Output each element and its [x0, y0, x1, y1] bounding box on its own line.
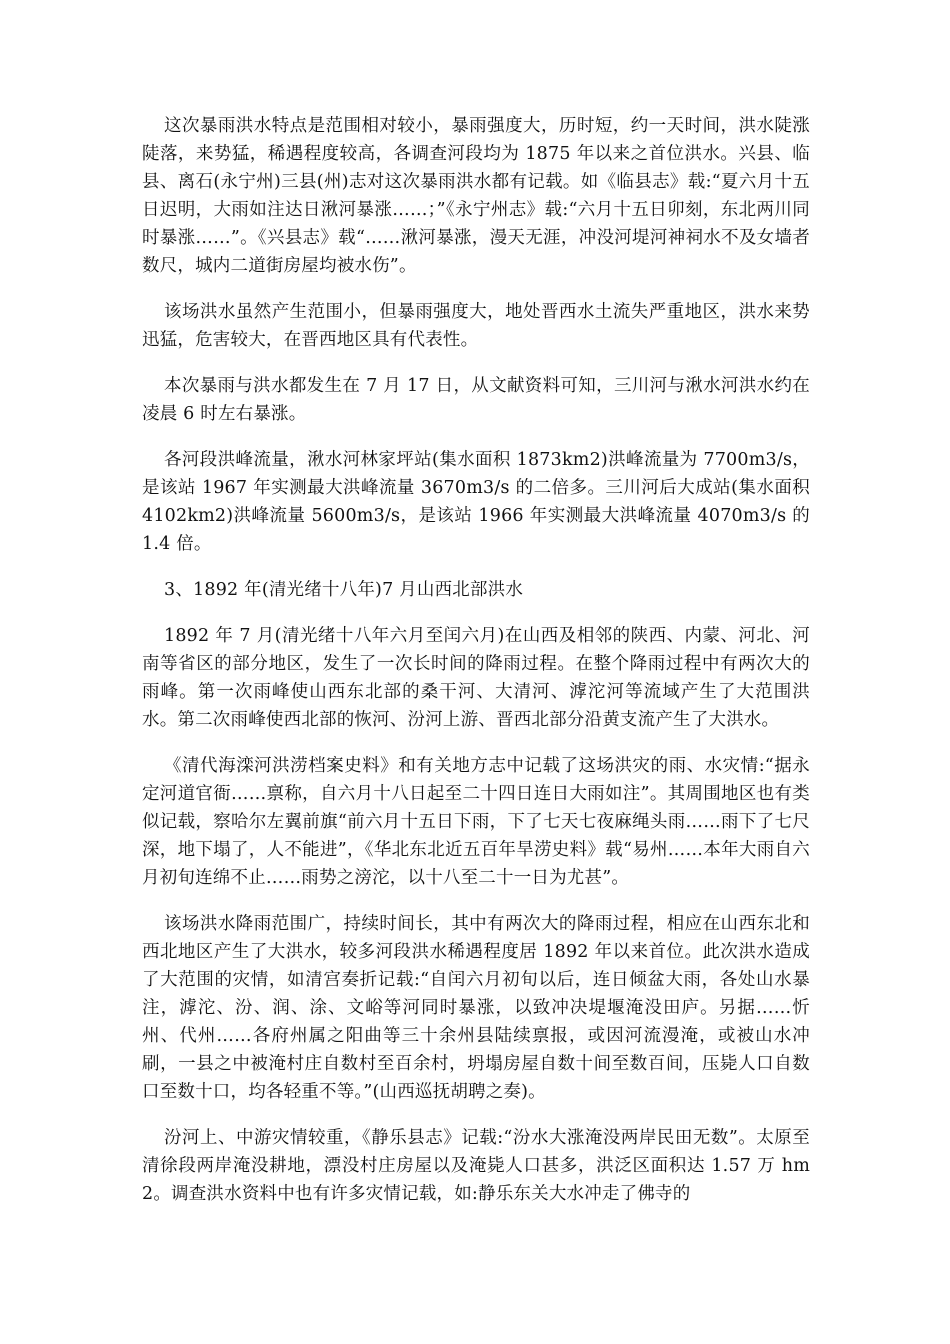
paragraph-1: 这次暴雨洪水特点是范围相对较小，暴雨强度大，历时短，约一天时间，洪水陡涨陡落，来势猛，稀遇程度较高，各调查河段均为 1875 年以来之首位洪水。兴县、临县、离石(永宁州)三县(州)志对这次暴雨洪水都有记载。如《临县志》载:“夏六月十五日迟明，大雨如注达日湫河暴涨……；”《永宁州志》载:“六月十五日卯刻，东北两川同时暴涨……”。《兴县志》载“……湫河暴涨，漫天无涯，冲没河堤河神祠水不及女墙者数尺，城内二道街房屋均被水伤”。 — [142, 116, 810, 276]
paragraph-8: 汾河上、中游灾情较重，《静乐县志》记载:“汾水大涨淹没两岸民田无数”。太原至清徐段两岸淹没耕地，漂没村庄房屋以及淹毙人口甚多，洪泛区面积达 1.57 万 hm2。调查洪水资料中也有许多灾情记载，如:静乐东关大水冲走了佛寺的 — [142, 1128, 810, 1204]
paragraph-5: 1892 年 7 月(清光绪十八年六月至闰六月)在山西及相邻的陕西、内蒙、河北、河南等省区的部分地区，发生了一次长时间的降雨过程。在整个降雨过程中有两次大的雨峰。第一次雨峰使山西东北部的桑干河、大清河、滹沱河等流域产生了大范围洪水。第二次雨峰使西北部的恢河、汾河上游、晋西北部分沿黄支流产生了大洪水。 — [142, 626, 810, 730]
document-body — [142, 112, 810, 1226]
paragraph-6: 《清代海滦河洪涝档案史料》和有关地方志中记载了这场洪灾的雨、水灾情:“据永定河道官衙……禀称，自六月十八日起至二十四日连日大雨如注”。其周围地区也有类似记载，察哈尔左翼前旗“前六月十五日下雨，下了七天七夜麻绳头雨……雨下了七尺深，地下塌了，人不能进”，《华北东北近五百年旱涝史料》载“易州……本年大雨自六月初旬连绵不止……雨势之滂沱，以十八至二十一日为尤甚”。 — [142, 756, 810, 888]
paragraph-3: 本次暴雨与洪水都发生在 7 月 17 日，从文献资料可知，三川河与湫水河洪水约在凌晨 6 时左右暴涨。 — [142, 376, 810, 424]
paragraph-7: 该场洪水降雨范围广，持续时间长，其中有两次大的降雨过程，相应在山西东北和西北地区产生了大洪水，较多河段洪水稀遇程度居 1892 年以来首位。此次洪水造成了大范围的灾情，如清宫奏折记载:“自闰六月初旬以后，连日倾盆大雨，各处山水暴注，滹沱、汾、润、涂、文峪等河同时暴涨，以致冲决堤堰淹没田庐。另据……忻州、代州……各府州属之阳曲等三十余州县陆续禀报，或因河流漫淹，或被山水冲刷，一县之中被淹村庄自数村至百余村，坍塌房屋自数十间至数百间，压毙人口自数口至数十口，均各轻重不等。”(山西巡抚胡聘之奏)。 — [142, 914, 810, 1102]
section-heading: 3、1892 年(清光绪十八年)7 月山西北部洪水 — [164, 580, 524, 600]
paragraph-2: 该场洪水虽然产生范围小，但暴雨强度大，地处晋西水土流失严重地区，洪水来势迅猛，危害较大，在晋西地区具有代表性。 — [142, 302, 810, 350]
paragraph-4: 各河段洪峰流量，湫水河林家坪站(集水面积 1873km2)洪峰流量为 7700m3/s，是该站 1967 年实测最大洪峰流量 3670m3/s 的二倍多。三川河后大成站(集水面积 4102km2)洪峰流量 5600m3/s，是该站 1966 年实测最大洪峰流量 4070m3/s 的 1.4 倍。 — [142, 450, 810, 554]
